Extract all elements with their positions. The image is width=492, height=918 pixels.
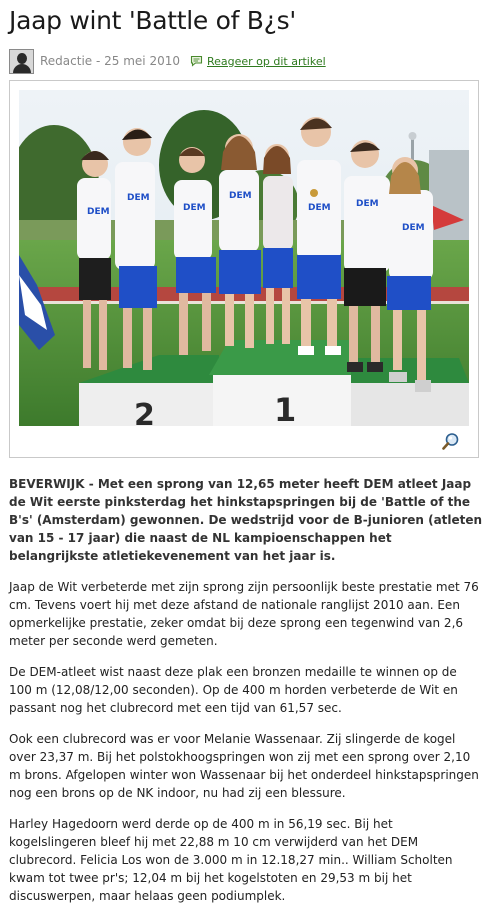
podium-number-2: 2 — [134, 398, 155, 426]
article-paragraph: Ook een clubrecord was er voor Melanie Wassenaar. Zij slingerde de kogel over 23,37 m. Bij het polstokhoogspringen won zij met een sprong over 2,10 m brons. Afgelopen winter won Wassenaar bij het onderdeel hinkstapspringen nog een brons op de NK indoor, nu had zij een blessure. — [9, 732, 479, 800]
article-paragraph: Harley Hagedoorn werd derde op de 400 m in 56,19 sec. Bij het kogelslingeren bleef hij met 22,88 m 10 cm verwijderd van het DEM clubrecord. Felicia Los won de 3.000 m in 12.18,27 min.. William Scholten kwam tot twee pr's; 12,04 m bij het kogelstoten en 29,53 m bij het discuswerpen, maar helaas geen podiumplek. — [9, 817, 453, 903]
date-separator: - — [92, 54, 105, 68]
comment-bubble-icon[interactable] — [190, 55, 203, 67]
article-photo[interactable] — [19, 90, 469, 426]
author-avatar-icon — [9, 49, 34, 74]
zoom-magnifier-icon[interactable] — [442, 432, 460, 450]
article-lead-paragraph: BEVERWIJK - Met een sprong van 12,65 meter heeft DEM atleet Jaap de Wit eerste pinksterdag het hinkstapspringen bij de 'Battle of the B's' (Amsterdam) gewonnen. De wedstrijd voor de B-junioren (atleten van 15 - 17 jaar) die naast de NL kampioenschappen het belangrijkste atletiekevenement van het jaar is. — [9, 477, 483, 563]
shirt-logo: DEM — [229, 191, 252, 201]
article-paragraph: De DEM-atleet wist naast deze plak een bronzen medaille te winnen op de 100 m (12,08/12,00 seconden). Op de 400 m horden verbeterde de Wit en passant nog het clubrecord met een tijd van 61,57 sec. — [9, 665, 458, 715]
shirt-logo: DEM — [402, 223, 425, 233]
shirt-logo: DEM — [356, 199, 379, 209]
author-name: Redactie — [40, 54, 93, 68]
publish-date: 25 mei 2010 — [104, 54, 180, 68]
article-meta — [9, 48, 479, 74]
photo-frame — [9, 80, 479, 458]
shirt-logo: DEM — [183, 203, 206, 213]
podium-number-1: 1 — [274, 391, 297, 426]
shirt-logo: DEM — [308, 203, 331, 213]
article-paragraph: Jaap de Wit verbeterde met zijn sprong zijn persoonlijk beste prestatie met 76 cm. Tevens voert hij met deze afstand de nationale ranglijst 2010 aan. Een opmerkelijke prestatie, zeker omdat bij deze sprong een tegenwind van 2,6 meter per seconde werd gemeten. — [9, 580, 479, 648]
author-date — [40, 54, 180, 68]
article-title: Jaap wint 'Battle of B¿s' — [9, 6, 296, 35]
article-body — [9, 475, 483, 918]
shirt-logo: DEM — [127, 193, 150, 203]
shirt-logo: DEM — [87, 207, 110, 217]
comment-link[interactable]: Reageer op dit artikel — [206, 54, 326, 68]
